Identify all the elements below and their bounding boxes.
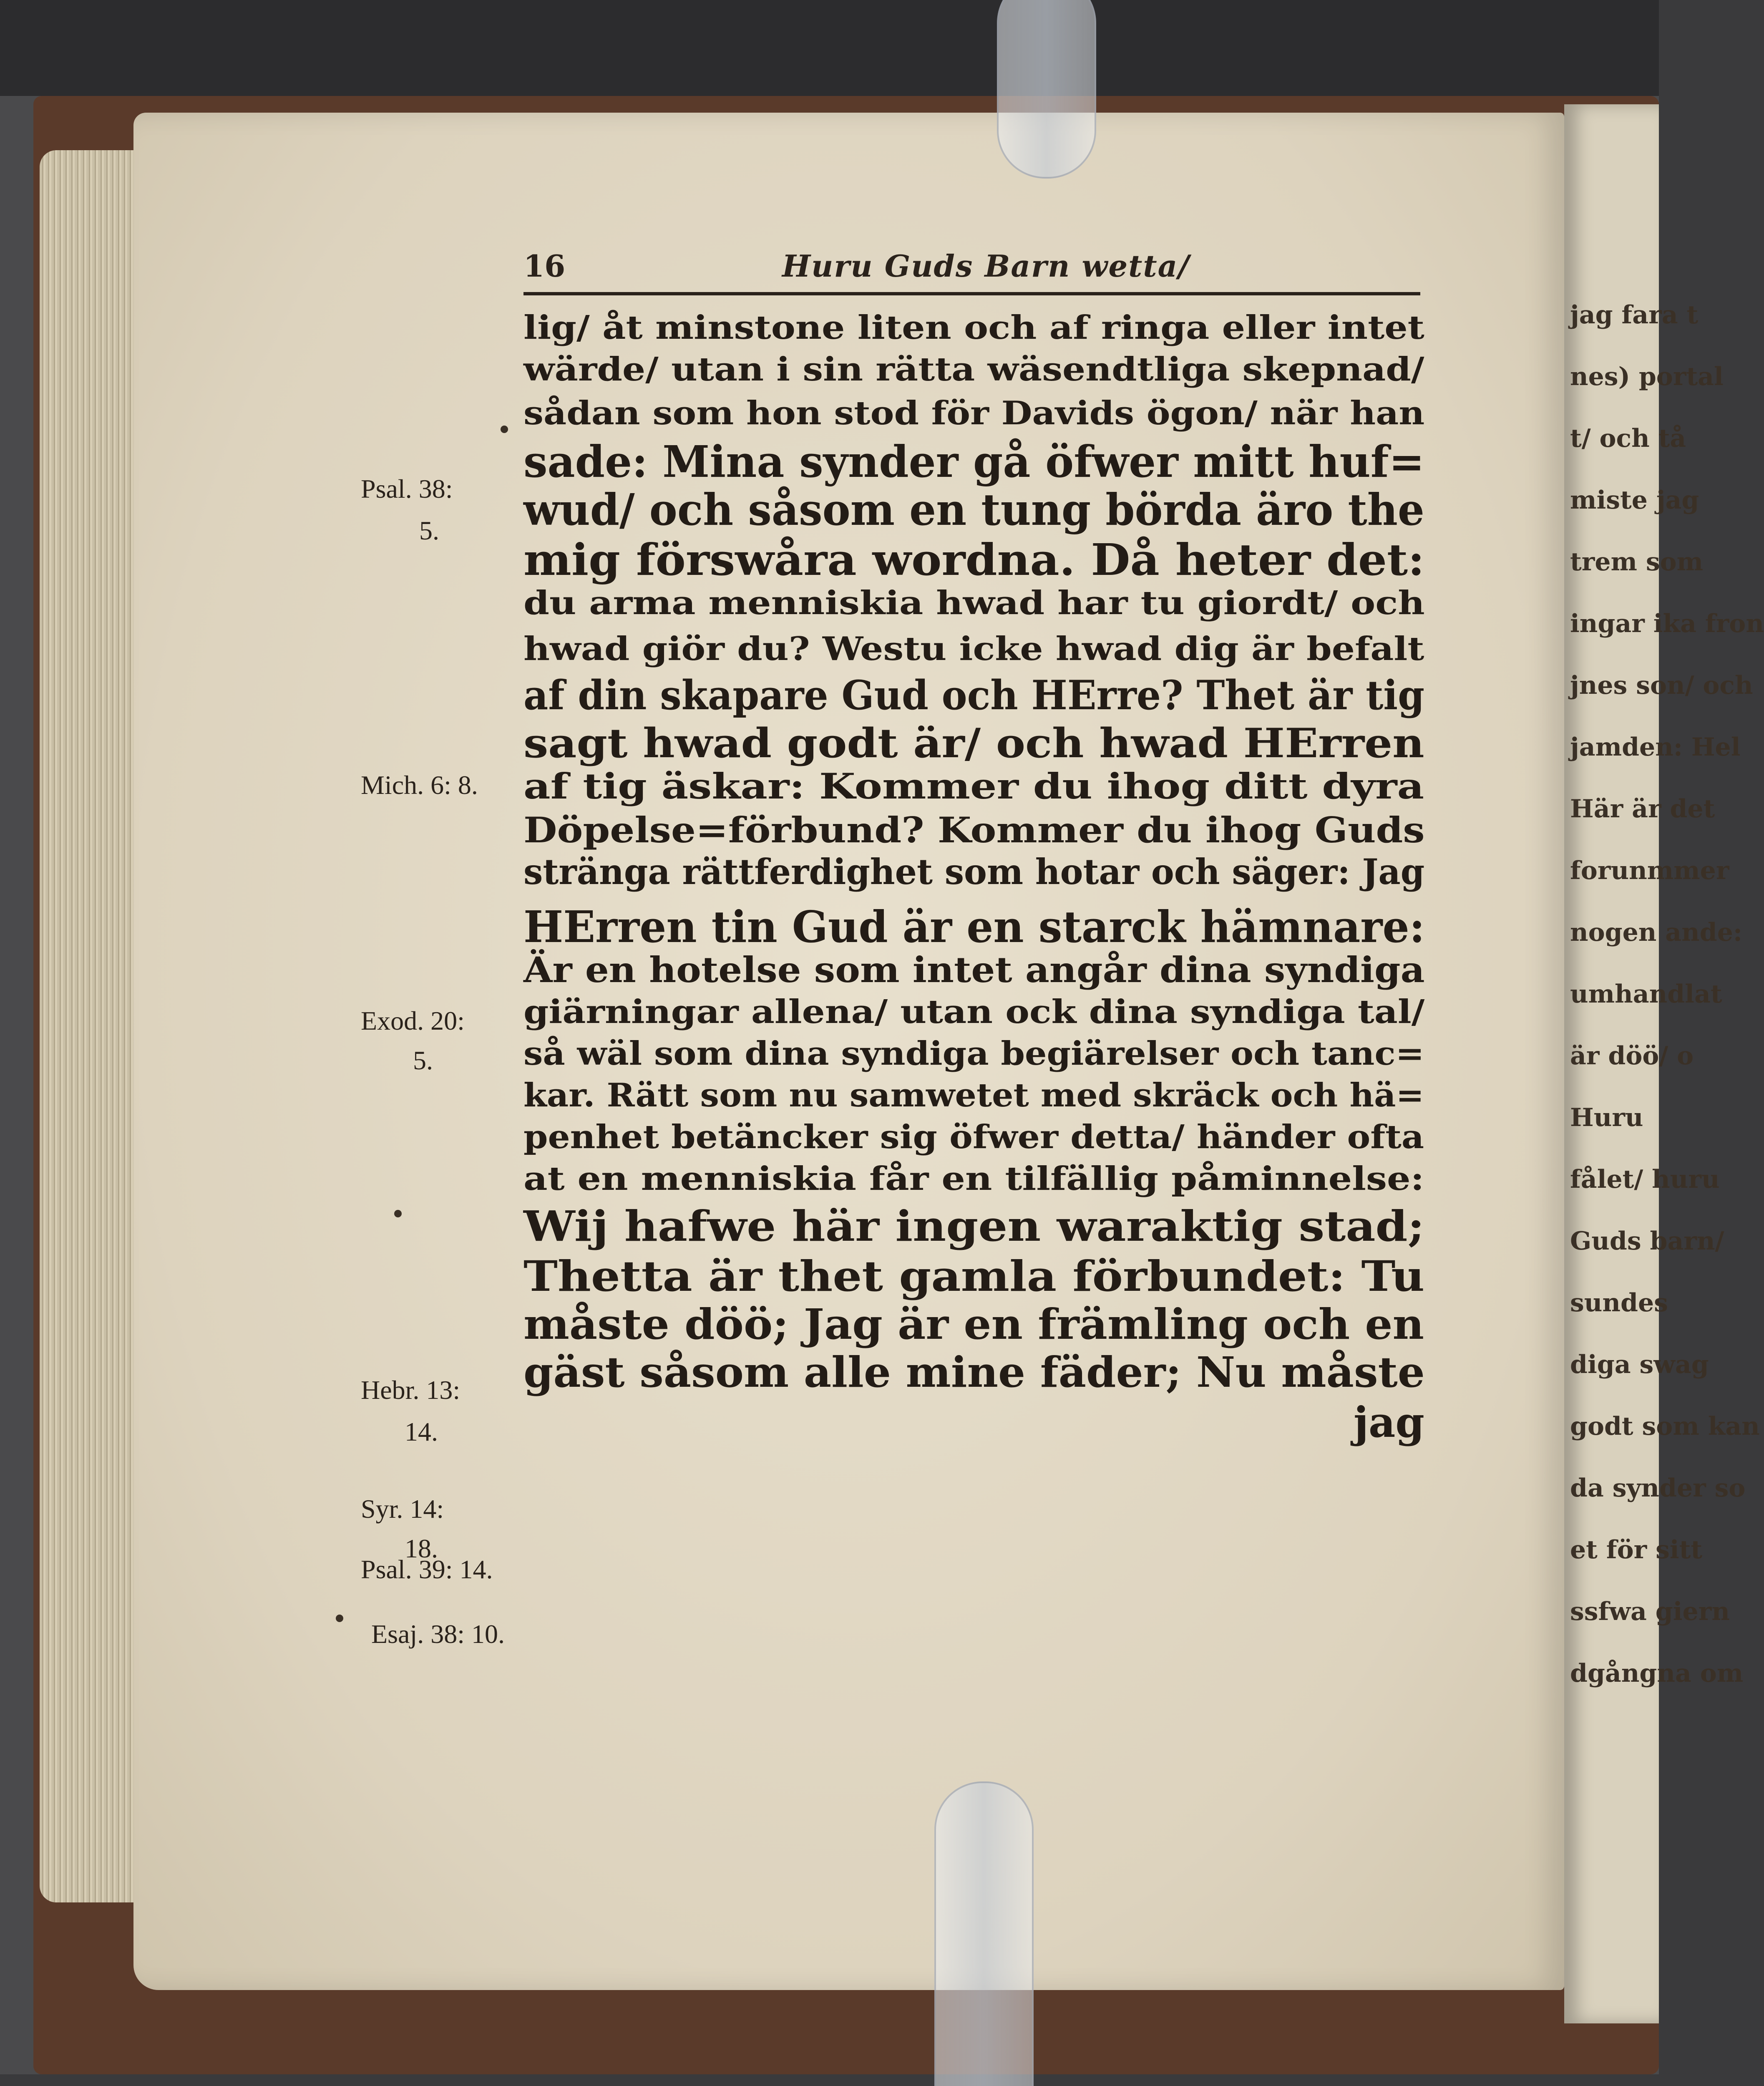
text-line: gäst såsom alle mine fäder; Nu måste [523,1348,1425,1397]
facing-page-line: sundes [1570,1288,1668,1318]
margin-dot [394,1210,402,1217]
text-line: sagt hwad godt är/ och hwad HErren [523,720,1424,767]
facing-page-line: da synder so [1570,1474,1746,1503]
facing-page-line: umhandlat [1570,980,1722,1009]
facing-page [1564,104,1764,2023]
scanner-cradle [0,0,1659,96]
facing-page-line: dgångna om [1570,1659,1744,1688]
marginal-reference: Psal. 38: [361,474,453,504]
facing-page-line: är döö/ o [1570,1041,1694,1071]
margin-dot [336,1615,343,1622]
text-line: giärningar allena/ utan ock dina syndiga tal/ [523,993,1425,1031]
facing-page-line: Här är det [1570,794,1715,824]
facing-page-line: et för sitt [1570,1535,1703,1564]
text-line: penhet betäncker sig öfwer detta/ händer ofta [523,1118,1424,1156]
text-line: du arma menniskia hwad har tu giordt/ och [523,584,1425,622]
running-title: Huru Guds Barn wetta/ [782,248,1190,284]
page-header [523,248,1422,294]
marginal-reference: Mich. 6: 8. [361,770,478,800]
facing-page-line: jag fara t [1570,300,1699,330]
marginal-reference: Esaj. 38: 10. [371,1619,505,1649]
text-line: Är en hotelse som intet angår dina syndiga [523,949,1425,990]
page-number: 16 [523,248,566,284]
facing-page-line: godt som kan [1570,1412,1760,1441]
text-line: Wij hafwe här ingen waraktig stad; [523,1202,1425,1251]
facing-page-line: nogen ande: [1570,918,1743,947]
facing-page-line: forunmmer [1570,856,1729,885]
text-line: jag [1354,1398,1424,1447]
page-edges [40,150,140,1902]
marginal-reference: Exod. 20: [361,1006,465,1035]
facing-page-line: jamden: Hel [1570,733,1741,762]
facing-page-line: diga swag [1570,1350,1709,1379]
facing-page-line: Huru [1570,1103,1643,1132]
text-line: wud/ och såsom en tung börda äro the [523,484,1424,535]
marginal-reference: Syr. 14: [361,1494,444,1524]
facing-page-line: trem som [1570,547,1704,577]
text-line: Thetta är thet gamla förbundet: Tu [523,1252,1425,1301]
text-line: HErren tin Gud är en starck hämnare: [523,901,1425,952]
text-line: hwad giör du? Westu icke hwad dig är befalt [523,630,1424,668]
marginal-reference: Hebr. 13: [361,1375,461,1405]
text-line: at en menniskia får en tilfällig påminnelse: [523,1160,1424,1198]
facing-page-line: t/ och tå [1570,424,1686,453]
marginal-reference: 5. [419,516,439,545]
page-clip-top [997,0,1096,179]
marginal-reference: 5. [413,1046,433,1075]
text-line: Döpelse=förbund? Kommer du ihog Guds [523,809,1425,851]
margin-dot [501,426,508,433]
text-line: stränga rättferdighet som hotar och säger: Jag [523,851,1425,892]
marginal-reference: 18. [405,1534,438,1563]
header-rule [523,292,1420,295]
text-line: af tig äskar: Kommer du ihog ditt dyra [523,766,1424,807]
marginal-reference: 14. [405,1417,438,1446]
marginal-reference: Psal. 39: 14. [361,1554,493,1584]
text-line: mig förswåra wordna. Då heter det: [523,534,1425,585]
facing-page-line: fålet/ huru [1570,1165,1720,1194]
text-line: lig/ åt minstone liten och af ringa eller intet [523,309,1424,347]
facing-page-line: ssfwa giern [1570,1597,1730,1626]
facing-page-line: jnes son/ och [1570,671,1753,700]
text-line: kar. Rätt som nu samwetet med skräck och hä= [523,1076,1424,1114]
facing-page-line: Guds barn/ [1570,1227,1724,1256]
text-line: wärde/ utan i sin rätta wäsendtliga skepnad/ [523,350,1424,388]
facing-page-line: miste jag [1570,486,1699,515]
text-line: så wäl som dina syndiga begiärelser och tanc= [523,1035,1424,1073]
text-line: måste döö; Jag är en främling och en [523,1300,1424,1349]
page-clip-bottom [934,1781,1034,2086]
text-line: af din skapare Gud och HErre? Thet är tig [523,672,1425,719]
text-line: sådan som hon stod för Davids ögon/ när han [523,394,1425,432]
facing-page-line: nes) portal [1570,362,1724,391]
facing-page-line: ingar ika fron [1570,609,1764,638]
text-line: sade: Mina synder gå öfwer mitt huf= [523,436,1425,487]
